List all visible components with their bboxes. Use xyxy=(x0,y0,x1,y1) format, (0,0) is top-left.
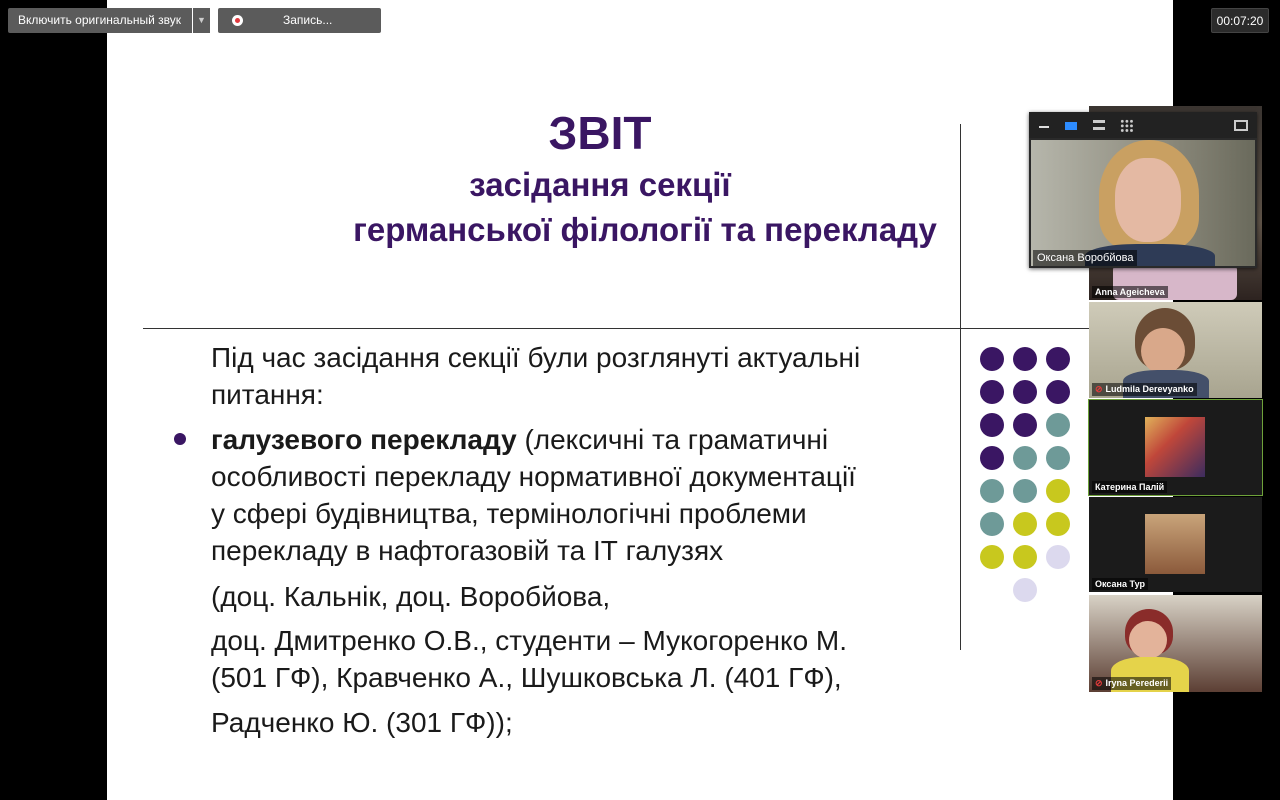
decorative-dot xyxy=(1046,512,1070,536)
decorative-dot xyxy=(1013,347,1037,371)
bullet-marker xyxy=(174,433,186,445)
mic-muted-icon: ⊘ xyxy=(1095,678,1103,688)
horizontal-divider xyxy=(143,328,1093,329)
speaker-name: Оксана Воробйова xyxy=(1033,250,1137,266)
decorative-dot xyxy=(1013,380,1037,404)
decorative-dot xyxy=(1013,413,1037,437)
decorative-dot xyxy=(1046,413,1070,437)
decorative-dot xyxy=(980,413,1004,437)
record-icon xyxy=(232,15,243,26)
bullet-line-3: у сфері будівництва, термінологічні проблеми xyxy=(211,498,807,529)
participant-face xyxy=(1141,328,1185,374)
side-view-icon[interactable] xyxy=(1093,120,1105,130)
speaker-window-toolbar xyxy=(1029,112,1257,138)
speaker-face xyxy=(1115,158,1181,242)
participant-tile-ludmila[interactable] xyxy=(1089,302,1262,398)
decorative-dot xyxy=(1013,545,1037,569)
participant-name-text: Ludmila Derevyanko xyxy=(1105,384,1194,394)
intro-line-1: Під час засідання секції були розглянуті актуальні xyxy=(211,342,861,373)
decorative-dot xyxy=(1046,446,1070,470)
participant-name xyxy=(1092,383,1197,396)
original-sound-dropdown[interactable] xyxy=(193,8,210,33)
recording-label: Запись... xyxy=(283,13,333,27)
bullet-line-1 xyxy=(211,421,828,458)
decorative-dot xyxy=(980,347,1004,371)
bullet-line-4: перекладу в нафтогазовій та ІТ галузях xyxy=(211,535,724,566)
decorative-dot xyxy=(1046,479,1070,503)
single-view-icon[interactable] xyxy=(1065,122,1077,130)
participant-avatar xyxy=(1145,417,1205,477)
people-line-2: доц. Дмитренко О.В., студенти – Мукогоренко М. xyxy=(211,625,848,656)
decorative-dot xyxy=(980,380,1004,404)
participant-name: Оксана Тур xyxy=(1092,578,1148,590)
slide-title: ЗВІТ xyxy=(548,107,652,159)
participant-face xyxy=(1129,621,1167,659)
slide-subtitle-line1: засідання секції xyxy=(469,166,731,203)
people-line-1: (доц. Кальнік, доц. Воробйова, xyxy=(211,581,611,612)
decorative-dot xyxy=(1046,347,1070,371)
bullet-bold-text: галузевого перекладу xyxy=(211,424,517,455)
meeting-timer: 00:07:20 xyxy=(1211,8,1269,33)
slide-subtitle-line2: германської філології та перекладу xyxy=(353,211,937,248)
decorative-dot xyxy=(1013,446,1037,470)
participant-name: Катерина Палій xyxy=(1092,481,1167,493)
decorative-dot xyxy=(980,446,1004,470)
decorative-dot xyxy=(980,545,1004,569)
participant-tile-iryna[interactable] xyxy=(1089,595,1262,692)
bullet-line-2: особливості перекладу нормативної документації xyxy=(211,461,856,492)
decorative-dot xyxy=(1013,479,1037,503)
decorative-dot xyxy=(980,479,1004,503)
decorative-dot xyxy=(1013,512,1037,536)
decorative-dot xyxy=(1046,380,1070,404)
decorative-dot xyxy=(1046,545,1070,569)
presentation-slide xyxy=(107,0,1173,800)
participant-tile-oksana-tur[interactable] xyxy=(1089,497,1262,592)
participant-tile-kateryna[interactable] xyxy=(1089,400,1262,495)
intro-line-2: питання: xyxy=(211,379,324,410)
active-speaker-window[interactable] xyxy=(1029,112,1257,268)
participant-avatar xyxy=(1145,514,1205,574)
participant-name xyxy=(1092,677,1171,690)
exit-minimized-icon[interactable] xyxy=(1234,120,1248,131)
bullet-line-1-rest: (лексичні та граматичні xyxy=(516,424,829,455)
vertical-divider xyxy=(960,124,961,650)
recording-button[interactable] xyxy=(218,8,381,33)
decorative-dot xyxy=(980,512,1004,536)
participant-name-text: Iryna Perederii xyxy=(1105,678,1169,688)
minimize-icon[interactable] xyxy=(1039,126,1049,128)
participant-name: Anna Ageicheva xyxy=(1092,286,1168,298)
mic-muted-icon: ⊘ xyxy=(1095,384,1103,394)
gallery-view-icon[interactable] xyxy=(1120,119,1134,133)
speaker-video xyxy=(1031,140,1255,266)
chevron-down-icon: ▼ xyxy=(197,15,206,25)
people-line-4: Радченко Ю. (301 ГФ)); xyxy=(211,707,513,738)
decorative-dot xyxy=(1013,578,1037,602)
people-line-3: (501 ГФ), Кравченко А., Шушковська Л. (401 ГФ), xyxy=(211,662,842,693)
original-sound-button[interactable]: Включить оригинальный звук xyxy=(8,8,192,33)
